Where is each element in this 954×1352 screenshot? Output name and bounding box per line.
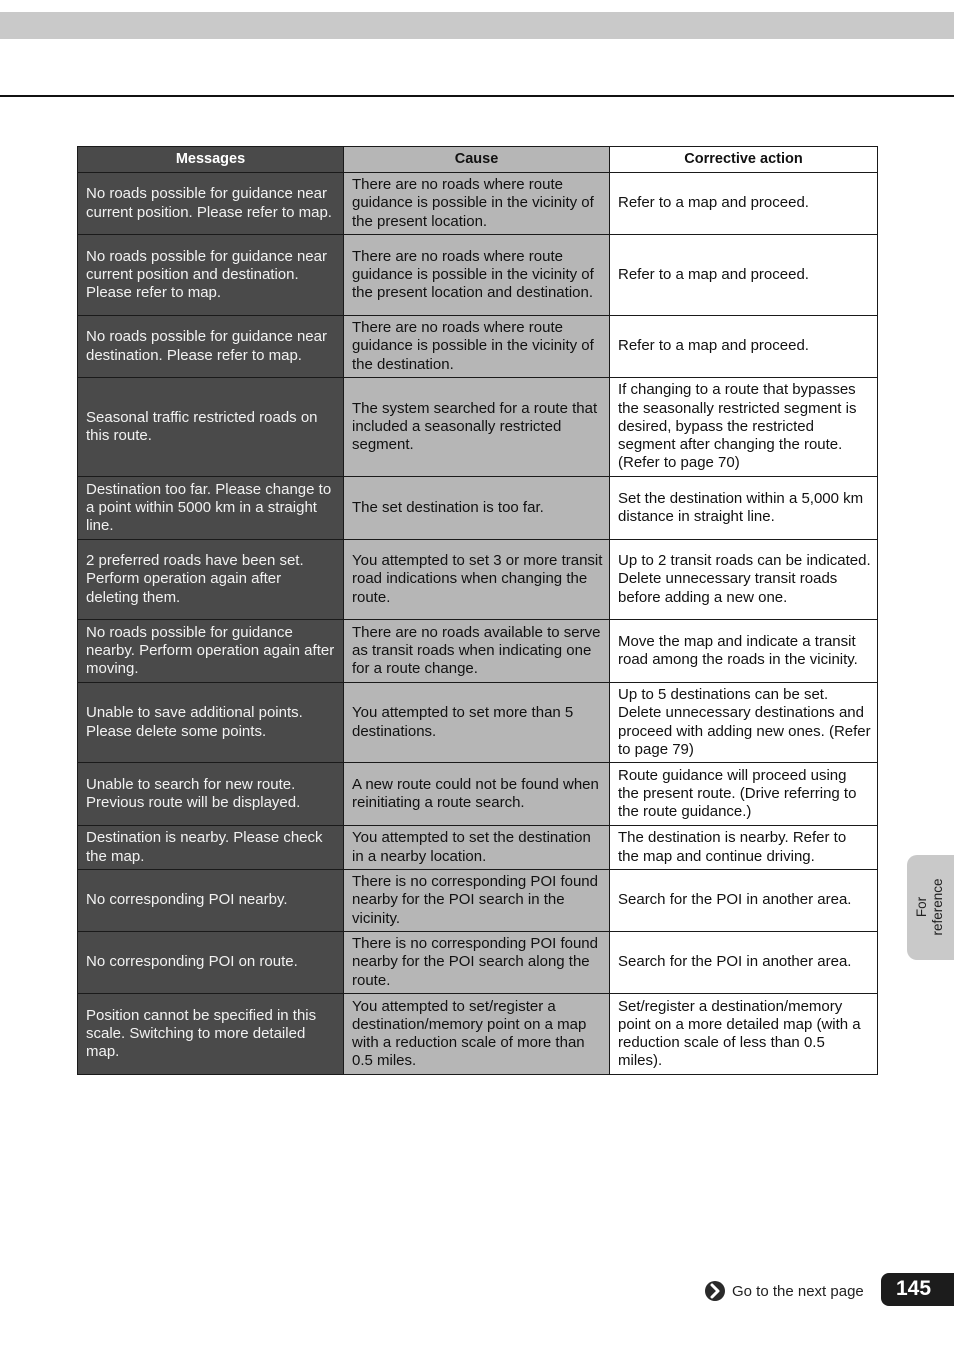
cause-cell: The system searched for a route that included a seasonally restricted segment.: [344, 378, 610, 477]
action-cell: Up to 2 transit roads can be indicated. Delete unnecessary transit roads before adding a new one.: [610, 540, 878, 620]
message-cell: 2 preferred roads have been set. Perform operation again after deleting them.: [78, 540, 344, 620]
table-row: [78, 620, 878, 683]
table-row: [78, 477, 878, 540]
action-cell: Refer to a map and proceed.: [610, 235, 878, 316]
next-page-label: Go to the next page: [732, 1282, 864, 1300]
action-cell: Route guidance will proceed using the present route. (Drive referring to the route guidance.): [610, 763, 878, 826]
header-cause: Cause: [344, 147, 610, 173]
message-cell: Seasonal traffic restricted roads on this route.: [78, 378, 344, 477]
cause-cell: You attempted to set more than 5 destinations.: [344, 683, 610, 763]
table-row: [78, 316, 878, 378]
table-row: [78, 540, 878, 620]
action-cell: Refer to a map and proceed.: [610, 173, 878, 235]
message-cell: No roads possible for guidance near current position and destination. Please refer to map.: [78, 235, 344, 316]
cause-cell: There is no corresponding POI found nearby for the POI search in the vicinity.: [344, 870, 610, 932]
message-cell: Position cannot be specified in this scale. Switching to more detailed map.: [78, 994, 344, 1075]
table-row: [78, 826, 878, 870]
table-row: [78, 235, 878, 316]
message-cell: Destination is nearby. Please check the map.: [78, 826, 344, 870]
action-cell: Set/register a destination/memory point on a more detailed map (with a reduction scale of less than 0.5 miles).: [610, 994, 878, 1075]
cause-cell: You attempted to set 3 or more transit road indications when changing the route.: [344, 540, 610, 620]
action-cell: Set the destination within a 5,000 km distance in straight line.: [610, 477, 878, 540]
cause-cell: There are no roads where route guidance is possible in the vicinity of the present location.: [344, 173, 610, 235]
cause-cell: There are no roads where route guidance is possible in the vicinity of the destination.: [344, 316, 610, 378]
action-cell: Search for the POI in another area.: [610, 870, 878, 932]
cause-cell: There are no roads available to serve as transit roads when indicating one for a route change.: [344, 620, 610, 683]
action-cell: Move the map and indicate a transit road among the roads in the vicinity.: [610, 620, 878, 683]
table-row: [78, 932, 878, 994]
message-cell: Destination too far. Please change to a point within 5000 km in a straight line.: [78, 477, 344, 540]
arrow-right-circle-icon: [704, 1280, 726, 1302]
header-corrective-action: Corrective action: [610, 147, 878, 173]
header-messages: Messages: [78, 147, 344, 173]
action-cell: Up to 5 destinations can be set. Delete unnecessary destinations and proceed with adding new ones. (Refer to page 79): [610, 683, 878, 763]
header-band: [0, 12, 954, 39]
action-cell: If changing to a route that bypasses the seasonally restricted segment is desired, bypass the restricted segment after changing the route. (Refer to page 70): [610, 378, 878, 477]
table-row: [78, 870, 878, 932]
message-cell: No corresponding POI on route.: [78, 932, 344, 994]
table-row: [78, 763, 878, 826]
message-cell: No roads possible for guidance near current position. Please refer to map.: [78, 173, 344, 235]
cause-cell: There are no roads where route guidance is possible in the vicinity of the present location and destination.: [344, 235, 610, 316]
cause-cell: You attempted to set/register a destination/memory point on a map with a reduction scale of more than 0.5 miles.: [344, 994, 610, 1075]
table-row: [78, 994, 878, 1075]
header-rule: [0, 95, 954, 97]
page-number: 145: [896, 1277, 932, 1300]
cause-cell: The set destination is too far.: [344, 477, 610, 540]
table-row: [78, 683, 878, 763]
message-cell: No corresponding POI nearby.: [78, 870, 344, 932]
action-cell: Refer to a map and proceed.: [610, 316, 878, 378]
table-row: [78, 378, 878, 477]
table-header-row: [78, 147, 878, 173]
next-page-link[interactable]: [704, 1279, 864, 1303]
message-cell: No roads possible for guidance nearby. Perform operation again after moving.: [78, 620, 344, 683]
section-tab-label: For reference: [914, 878, 945, 936]
cause-cell: You attempted to set the destination in a nearby location.: [344, 826, 610, 870]
messages-table: [77, 146, 878, 1075]
table-row: [78, 173, 878, 235]
cause-cell: There is no corresponding POI found nearby for the POI search along the route.: [344, 932, 610, 994]
action-cell: Search for the POI in another area.: [610, 932, 878, 994]
cause-cell: A new route could not be found when reinitiating a route search.: [344, 763, 610, 826]
message-cell: Unable to search for new route. Previous route will be displayed.: [78, 763, 344, 826]
message-cell: Unable to save additional points. Please delete some points.: [78, 683, 344, 763]
message-cell: No roads possible for guidance near destination. Please refer to map.: [78, 316, 344, 378]
action-cell: The destination is nearby. Refer to the map and continue driving.: [610, 826, 878, 870]
